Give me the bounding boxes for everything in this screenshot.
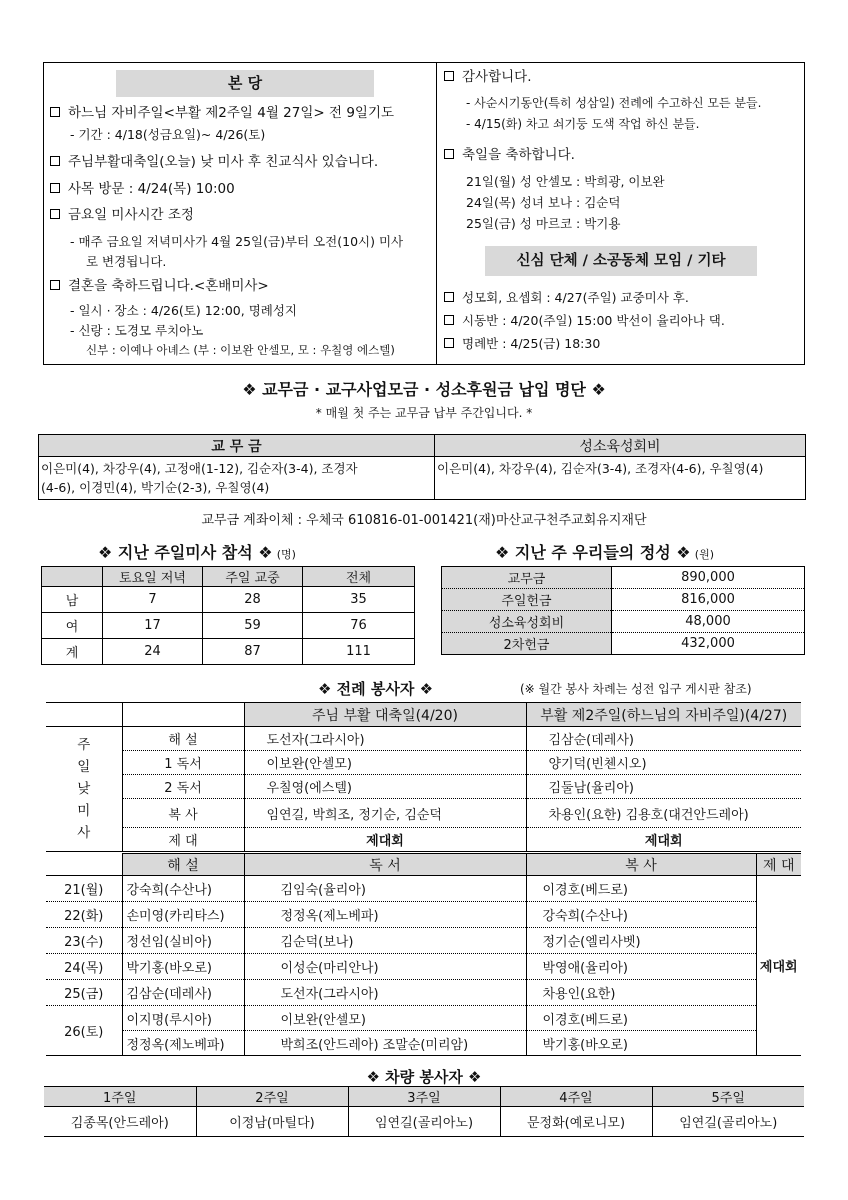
- weekday-cell: 박희조(안드레아) 조말순(미리암): [244, 1031, 526, 1056]
- vehicle-name: 이정남(마틸다): [196, 1107, 348, 1137]
- notice-item-5-sub2: - 신랑 : 도경모 루치아노: [70, 323, 204, 338]
- parish-header: 본 당: [116, 70, 374, 97]
- vehicle-name-row: [44, 1107, 804, 1137]
- liturgy-col-a: 주님 부활 대축일(4/20): [244, 703, 526, 727]
- weekday-header: 제 대: [756, 854, 801, 876]
- notice-item-3: 사목 방문 : 4/24(목) 10:00: [50, 180, 235, 199]
- feast-item-2: 24일(목) 성녀 보나 : 김순덕: [466, 195, 621, 210]
- weekday-cell: 도선자(그라시아): [244, 980, 526, 1006]
- weekday-header: 해 설: [122, 854, 244, 876]
- weekday-cell: 김임숙(율리아): [244, 876, 526, 902]
- weekday-cell: 정정옥(제노베파): [244, 902, 526, 928]
- vehicle-title: ❖ 차량 봉사자 ❖: [366, 1068, 482, 1086]
- liturgy-note: (※ 월간 봉사 차례는 성전 입구 게시판 참조): [520, 682, 752, 696]
- notice-item-5: 결혼을 축하드립니다.<혼배미사>: [50, 277, 269, 296]
- thanks-item-2: - 4/15(화) 차고 쇠기둥 도색 작업 하신 분들.: [466, 117, 700, 131]
- weekday-corner: [46, 854, 122, 876]
- announcement-divider: [436, 62, 437, 365]
- weekday-cell: 박기홍(바오로): [122, 954, 244, 980]
- liturgy-row: [46, 799, 801, 828]
- weekday-cell: 이지명(루시아): [122, 1006, 244, 1031]
- weekday-header: 복 사: [526, 854, 756, 876]
- checkbox-icon: [444, 315, 454, 325]
- feast-item-1: 21일(월) 성 안셀모 : 박희광, 이보완: [466, 174, 665, 189]
- attendance-header: 토요일 저녁: [103, 567, 203, 587]
- liturgy-cell: 김둘남(율리아): [526, 775, 801, 799]
- attendance-cell: 7: [103, 587, 203, 613]
- checkbox-icon: [50, 209, 60, 219]
- liturgy-role: 2 독서: [122, 775, 244, 799]
- group-item-3: 명례반 : 4/25(금) 18:30: [444, 334, 600, 353]
- offering-col1-names: 이은미(4), 차강우(4), 고정애(1-12), 김순자(3-4), 조경자 (4-6), 이경민(4), 박기순(2-3), 우칠영(4): [39, 457, 435, 500]
- offering-col2-names: 이은미(4), 차강우(4), 김순자(3-4), 조경자(4-6), 우칠영(4): [435, 457, 806, 500]
- attendance-cell: 35: [303, 587, 415, 613]
- liturgy-row: [46, 727, 801, 751]
- notice-item-4-sub2: 로 변경됩니다.: [86, 254, 167, 269]
- weekday-row: [46, 876, 801, 902]
- vehicle-week: 1주일: [44, 1087, 196, 1107]
- attendance-unit: (명): [276, 548, 296, 561]
- liturgy-cell: 이보완(안셀모): [244, 751, 526, 775]
- weekday-cell: 이성순(마리안나): [244, 954, 526, 980]
- thanks-item-1: - 사순시기동안(특히 성삼일) 전례에 수고하신 모든 분들.: [466, 96, 762, 110]
- donation-table: [441, 566, 805, 655]
- donation-unit: (원): [694, 548, 715, 561]
- notice-item-5-sub1: - 일시 · 장소 : 4/26(토) 12:00, 명례성지: [70, 303, 298, 318]
- liturgy-sunday-table: [46, 702, 801, 852]
- attendance-header-blank: [42, 567, 103, 587]
- donation-row: [442, 633, 805, 655]
- donation-row: [442, 567, 805, 589]
- liturgy-row: [46, 751, 801, 775]
- weekday-day: 23(수): [46, 928, 122, 954]
- checkbox-icon: [444, 149, 454, 159]
- weekday-row: [46, 1006, 801, 1031]
- notice-item-1-sub: - 기간 : 4/18(성금요일)~ 4/26(토): [70, 127, 266, 142]
- liturgy-title: ❖ 전례 봉사자 ❖: [318, 680, 434, 698]
- donation-value: 816,000: [612, 589, 805, 611]
- weekday-header: 독 서: [244, 854, 526, 876]
- thanks-title: 감사합니다.: [444, 68, 532, 87]
- attendance-title-wrap: [98, 540, 296, 563]
- checkbox-icon: [50, 156, 60, 166]
- weekday-row: [46, 1031, 801, 1056]
- notice-item-4-sub1: - 매주 금요일 저녁미사가 4월 25일(금)부터 오전(10시) 미사: [70, 234, 404, 249]
- notice-item-5-sub3: 신부 : 이예나 아녜스 (부 : 이보완 안셀모, 모 : 우칠영 에스텔): [86, 343, 395, 357]
- attendance-row: [42, 613, 415, 639]
- liturgy-row: [46, 775, 801, 799]
- liturgy-altar-b: 제대회: [526, 828, 801, 852]
- attendance-cell: 76: [303, 613, 415, 639]
- liturgy-role: 해 설: [122, 727, 244, 751]
- donation-title: ❖ 지난 주 우리들의 정성 ❖: [495, 543, 691, 562]
- attendance-cell: 남: [42, 587, 103, 613]
- weekday-cell: 김삼순(데레사): [122, 980, 244, 1006]
- donation-value: 48,000: [612, 611, 805, 633]
- liturgy-cell: 차용인(요한) 김용호(대건안드레아): [526, 799, 801, 828]
- weekday-cell: 강숙희(수산나): [122, 876, 244, 902]
- donation-title-wrap: [495, 540, 714, 563]
- weekday-row: [46, 980, 801, 1006]
- group-item-2: 시동반 : 4/20(주일) 15:00 박선이 율리아나 댁.: [444, 311, 725, 330]
- liturgy-role: 1 독서: [122, 751, 244, 775]
- liturgy-cell: 김삼순(데레사): [526, 727, 801, 751]
- attendance-cell: 111: [303, 639, 415, 665]
- weekday-row: [46, 902, 801, 928]
- weekday-day: 21(월): [46, 876, 122, 902]
- attendance-table: [41, 566, 415, 665]
- vehicle-name: 문정화(예로니모): [500, 1107, 652, 1137]
- liturgy-row: [46, 828, 801, 852]
- liturgy-corner: [46, 703, 122, 727]
- vehicle-name: 김종목(안드레아): [44, 1107, 196, 1137]
- liturgy-side-label: 주일낮미사: [46, 727, 122, 852]
- liturgy-col-b: 부활 제2주일(하느님의 자비주일)(4/27): [526, 703, 801, 727]
- liturgy-role: 제 대: [122, 828, 244, 852]
- attendance-row: [42, 639, 415, 665]
- checkbox-icon: [50, 280, 60, 290]
- liturgy-altar-a: 제대회: [244, 828, 526, 852]
- donation-label: 2차헌금: [442, 633, 612, 655]
- attendance-cell: 28: [203, 587, 303, 613]
- attendance-title: ❖ 지난 주일미사 참석 ❖: [98, 543, 273, 562]
- notice-item-2: 주님부활대축일(오늘) 낮 미사 후 친교식사 있습니다.: [50, 153, 378, 172]
- vehicle-week: 4주일: [500, 1087, 652, 1107]
- weekday-cell: 박기홍(바오로): [526, 1031, 756, 1056]
- weekday-cell: 박영애(율리아): [526, 954, 756, 980]
- vehicle-week-row: [44, 1087, 804, 1107]
- attendance-row: [42, 587, 415, 613]
- donation-label: 주일헌금: [442, 589, 612, 611]
- notice-item-4: 금요일 미사시간 조정: [50, 206, 194, 225]
- weekday-cell: 강숙희(수산나): [526, 902, 756, 928]
- weekday-cell: 정정옥(제노베파): [122, 1031, 244, 1056]
- weekday-day: 25(금): [46, 980, 122, 1006]
- weekday-day: 24(목): [46, 954, 122, 980]
- weekday-day: 26(토): [46, 1006, 122, 1056]
- checkbox-icon: [444, 71, 454, 81]
- vehicle-week: 2주일: [196, 1087, 348, 1107]
- attendance-cell: 여: [42, 613, 103, 639]
- attendance-cell: 17: [103, 613, 203, 639]
- attendance-header: 전체: [303, 567, 415, 587]
- checkbox-icon: [50, 183, 60, 193]
- weekday-cell: 정기순(엘리사벳): [526, 928, 756, 954]
- attendance-header: 주일 교중: [203, 567, 303, 587]
- account-info: 교무금 계좌이체 : 우체국 610816-01-001421(재)마산교구천주교회유지재단: [201, 513, 647, 528]
- attendance-cell: 87: [203, 639, 303, 665]
- offering-col1-header: 교 무 금: [39, 435, 435, 457]
- liturgy-cell: 도선자(그라시아): [244, 727, 526, 751]
- offering-title: ❖ 교무금 · 교구사업모금 · 성소후원금 납입 명단 ❖: [242, 380, 606, 399]
- weekday-cell: 이보완(안셀모): [244, 1006, 526, 1031]
- offering-note: * 매월 첫 주는 교무금 납부 주간입니다. *: [315, 406, 533, 420]
- donation-row: [442, 611, 805, 633]
- vehicle-week: 3주일: [348, 1087, 500, 1107]
- liturgy-cell: 양기덕(빈첸시오): [526, 751, 801, 775]
- weekday-row: [46, 928, 801, 954]
- donation-value: 432,000: [681, 636, 735, 651]
- weekday-cell: 이경호(베드로): [526, 876, 756, 902]
- checkbox-icon: [444, 338, 454, 348]
- liturgy-corner2: [122, 703, 244, 727]
- group-header: 신심 단체 / 소공동체 모임 / 기타: [485, 246, 757, 276]
- liturgy-role: 복 사: [122, 799, 244, 828]
- donation-row: [442, 589, 805, 611]
- weekday-cell: 차용인(요한): [526, 980, 756, 1006]
- weekday-altar: 제대회: [756, 876, 801, 1056]
- attendance-cell: 계: [42, 639, 103, 665]
- donation-value: 890,000: [612, 567, 805, 589]
- checkbox-icon: [50, 107, 60, 117]
- weekday-cell: 이경호(베드로): [526, 1006, 756, 1031]
- weekday-cell: 김순덕(보나): [244, 928, 526, 954]
- vehicle-name: 임연길(골리아노): [348, 1107, 500, 1137]
- weekday-cell: 정선임(실비아): [122, 928, 244, 954]
- vehicle-name: 임연길(골리아노): [652, 1107, 804, 1137]
- feast-item-3: 25일(금) 성 마르코 : 박기용: [466, 216, 621, 231]
- weekday-row: [46, 954, 801, 980]
- liturgy-cell: 우칠영(에스텔): [244, 775, 526, 799]
- liturgy-weekday-table: [46, 853, 801, 1056]
- notice-item-1: 하느님 자비주일<부활 제2주일 4월 27일> 전 9일기도: [50, 104, 394, 123]
- liturgy-cell: 임연길, 박희조, 정기순, 김순덕: [244, 799, 526, 828]
- attendance-cell: 59: [203, 613, 303, 639]
- feast-title: 축일을 축하합니다.: [444, 146, 575, 165]
- weekday-cell: 손미영(카리타스): [122, 902, 244, 928]
- donation-label: 성소육성회비: [442, 611, 612, 633]
- donation-label: 교무금: [442, 567, 612, 589]
- offering-col2-header: 성소육성회비: [435, 435, 806, 457]
- vehicle-week: 5주일: [652, 1087, 804, 1107]
- offering-table: [38, 434, 806, 500]
- vehicle-table: [44, 1086, 804, 1137]
- checkbox-icon: [444, 292, 454, 302]
- attendance-cell: 24: [103, 639, 203, 665]
- group-item-1: 성모회, 요셉회 : 4/27(주일) 교중미사 후.: [444, 288, 689, 307]
- weekday-day: 22(화): [46, 902, 122, 928]
